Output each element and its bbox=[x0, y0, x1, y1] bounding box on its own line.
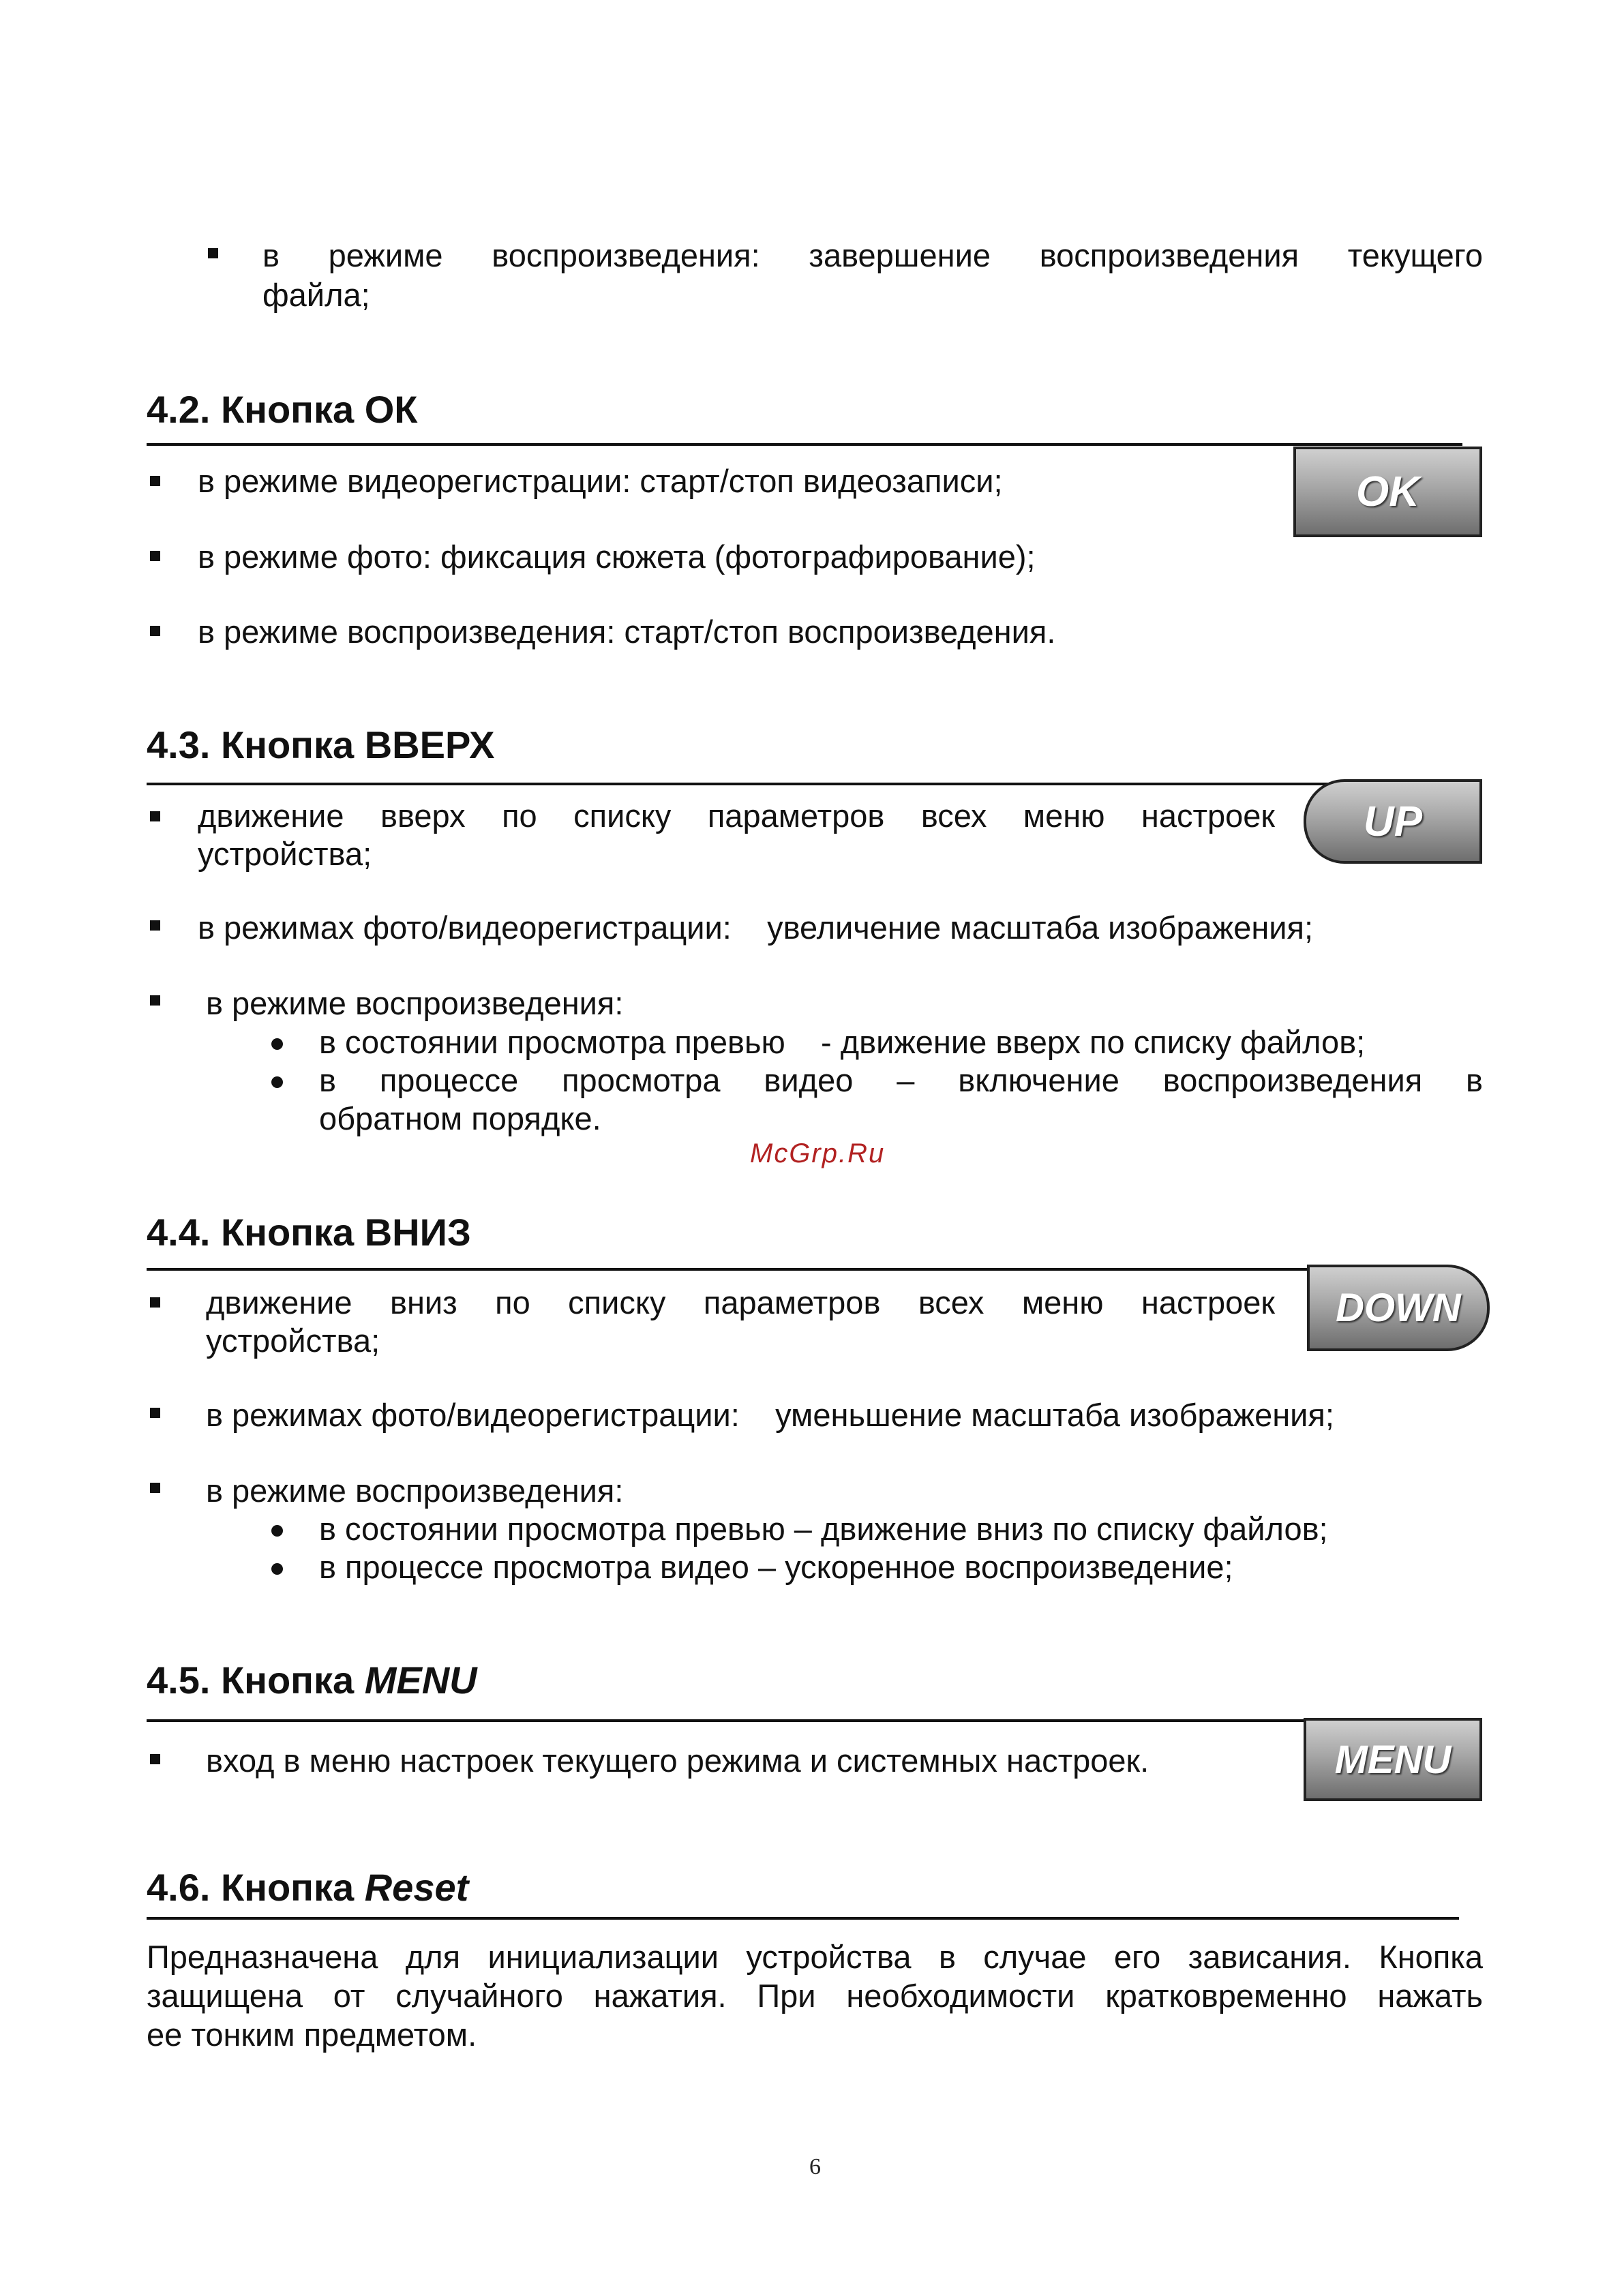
section-heading-down: 4.4. Кнопка ВНИЗ bbox=[147, 1211, 471, 1254]
menu-button-image: MENU bbox=[1304, 1718, 1482, 1801]
bullet-dot-icon bbox=[271, 1076, 283, 1088]
bullet-square-icon bbox=[208, 248, 218, 258]
sub-list-item: в состоянии просмотра превью – движение вниз по списку файлов; bbox=[319, 1511, 1328, 1547]
paragraph-line: защищена от случайного нажатия. При необходимости кратковременно нажать bbox=[147, 1978, 1483, 2014]
list-item: в режиме воспроизведения: bbox=[206, 1472, 624, 1509]
list-item: в режиме воспроизведения: старт/стоп воспроизведения. bbox=[198, 614, 1056, 650]
section-heading-reset: 4.6. Кнопка Reset bbox=[147, 1866, 469, 1909]
watermark: McGrp.Ru bbox=[750, 1138, 886, 1168]
section-heading-up: 4.3. Кнопка ВВЕРХ bbox=[147, 723, 495, 766]
list-item-continuation: устройства; bbox=[198, 836, 372, 872]
sub-list-item: в состоянии просмотра превью - движение вверх по списку файлов; bbox=[319, 1024, 1366, 1060]
section-heading-menu: 4.5. Кнопка MENU bbox=[147, 1659, 477, 1702]
bullet-square-icon bbox=[150, 1754, 160, 1764]
sub-list-item: в процессе просмотра видео – ускоренное воспроизведение; bbox=[319, 1549, 1233, 1585]
bullet-square-icon bbox=[150, 1297, 160, 1308]
list-item: в режимах фото/видеорегистрации: уменьшение масштаба изображения; bbox=[206, 1397, 1334, 1433]
bullet-square-icon bbox=[150, 811, 160, 821]
bullet-square-icon bbox=[150, 920, 160, 931]
bullet-dot-icon bbox=[271, 1563, 283, 1575]
bullet-dot-icon bbox=[271, 1038, 283, 1050]
sub-list-item-continuation: обратном порядке. bbox=[319, 1100, 601, 1136]
bullet-square-icon bbox=[150, 1408, 160, 1418]
section-rule bbox=[147, 783, 1459, 785]
bullet-square-icon bbox=[150, 551, 160, 561]
sub-list-item: в процессе просмотра видео – включение воспроизведения в bbox=[319, 1062, 1483, 1098]
ok-button-image: OK bbox=[1293, 447, 1482, 537]
section-rule bbox=[147, 443, 1462, 446]
top-item-line1: в режиме воспроизведения: завершение воспроизведения текущего bbox=[262, 237, 1484, 273]
list-item: движение вверх по списку параметров всех меню настроек bbox=[198, 798, 1275, 834]
list-item: вход в меню настроек текущего режима и системных настроек. bbox=[206, 1742, 1149, 1779]
top-item-line2: файла; bbox=[262, 277, 370, 313]
section-rule bbox=[147, 1719, 1462, 1722]
section-rule bbox=[147, 1268, 1462, 1271]
list-item-continuation: устройства; bbox=[206, 1323, 380, 1359]
list-item: в режиме воспроизведения: bbox=[206, 985, 624, 1021]
bullet-dot-icon bbox=[271, 1525, 283, 1537]
list-item: в режимах фото/видеорегистрации: увеличение масштаба изображения; bbox=[198, 909, 1314, 946]
bullet-square-icon bbox=[150, 626, 160, 636]
paragraph-line: Предназначена для инициализации устройства в случае его зависания. Кнопка bbox=[147, 1939, 1483, 1975]
list-item: в режиме фото: фиксация сюжета (фотографирование); bbox=[198, 539, 1036, 575]
list-item: в режиме видеорегистрации: старт/стоп видеозаписи; bbox=[198, 463, 1003, 499]
section-rule bbox=[147, 1917, 1459, 1920]
list-item: движение вниз по списку параметров всех меню настроек bbox=[206, 1284, 1275, 1320]
bullet-square-icon bbox=[150, 1483, 160, 1493]
up-button-image: UP bbox=[1304, 779, 1482, 864]
section-heading-ok: 4.2. Кнопка ОК bbox=[147, 388, 418, 431]
paragraph-line: ее тонким предметом. bbox=[147, 2016, 477, 2053]
page-number: 6 bbox=[809, 2154, 821, 2179]
down-button-image: DOWN bbox=[1307, 1265, 1490, 1351]
bullet-square-icon bbox=[150, 995, 160, 1006]
bullet-square-icon bbox=[150, 476, 160, 486]
